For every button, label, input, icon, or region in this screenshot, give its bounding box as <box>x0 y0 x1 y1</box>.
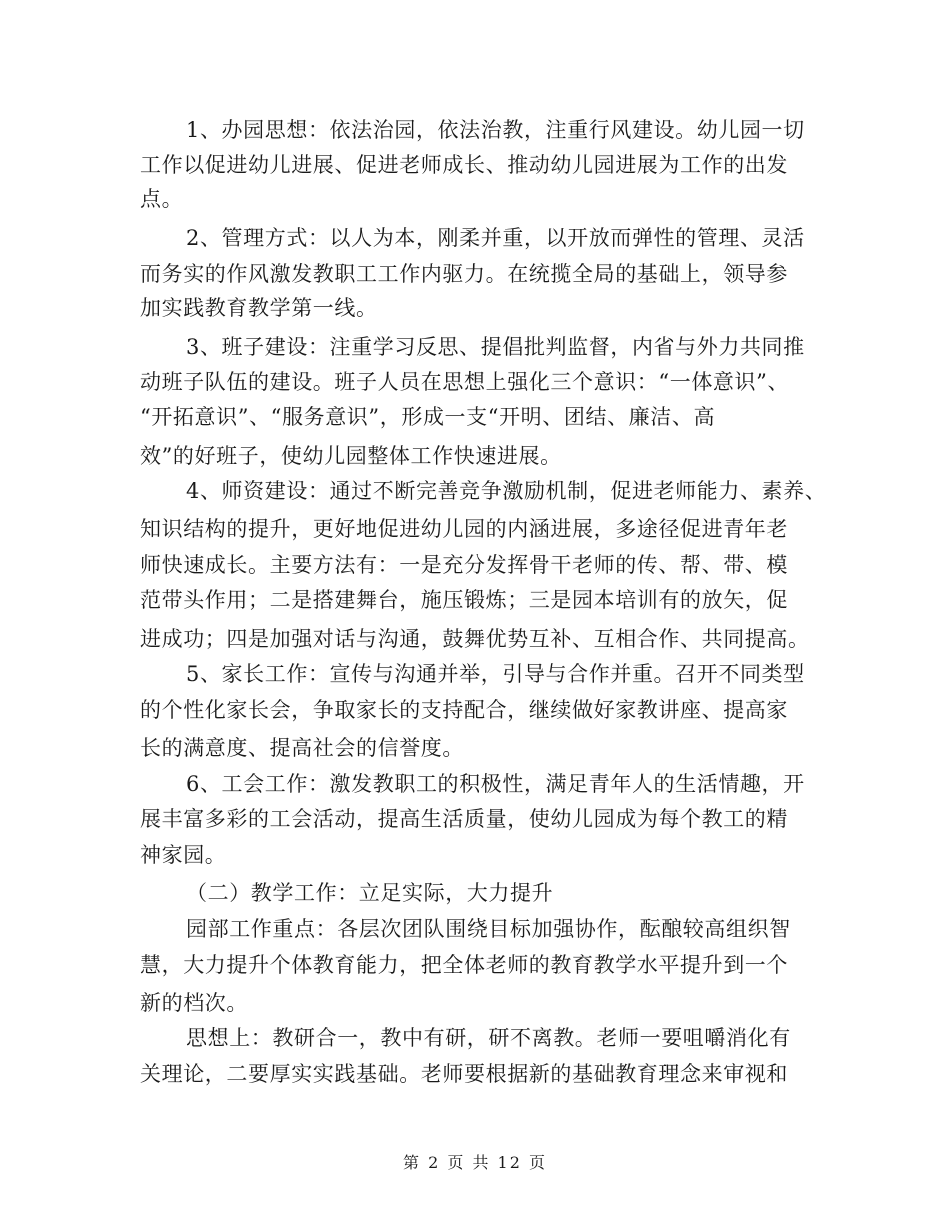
paragraph-line: 5、家长工作：宣传与沟通并举，引导与合作并重。召开不同类型 <box>186 662 805 686</box>
page-number-footer: 第 2 页 共 12 页 <box>403 1153 547 1172</box>
paragraph-line: 6、工会工作：激发教职工的积极性，满足青年人的生活情趣，开 <box>186 772 805 796</box>
paragraph-line: 2、管理方式：以人为本，刚柔并重，以开放而弹性的管理、灵活 <box>186 226 805 250</box>
paragraph-line: 神家园。 <box>140 843 227 867</box>
paragraph-line: 关理论，二要厚实实践基础。老师要根据新的基础教育理念来审视和 <box>140 1062 788 1086</box>
paragraph-line: 思想上：教研合一，教中有研，研不离教。老师一要咀嚼消化有 <box>186 1026 791 1050</box>
paragraph-line: “开拓意识”、“服务意识”，形成一支“开明、团结、廉洁、高 <box>140 405 716 429</box>
paragraph-line: 1、办园思想：依法治园，依法治教，注重行风建设。幼儿园一切 <box>186 118 805 142</box>
paragraph-line: 的个性化家长会，争取家长的支持配合，继续做好家教讲座、提高家 <box>140 698 788 722</box>
paragraph-line: 范带头作用；二是搭建舞台，施压锻炼；三是园本培训有的放矢，促 <box>140 588 788 612</box>
paragraph-line: 展丰富多彩的工会活动，提高生活质量，使幼儿园成为每个教工的精 <box>140 807 788 831</box>
paragraph-line: 效”的好班子，使幼儿园整体工作快速进展。 <box>140 444 562 468</box>
paragraph-line: 新的档次。 <box>140 991 248 1015</box>
paragraph-line: 慧，大力提升个体教育能力，把全体老师的教育教学水平提升到一个 <box>140 953 788 977</box>
paragraph-line: 师快速成长。主要方法有：一是充分发挥骨干老师的传、帮、带、模 <box>140 553 788 577</box>
paragraph-line: 点。 <box>140 187 184 211</box>
paragraph-line: 3、班子建设：注重学习反思、提倡批判监督，内省与外力共同推 <box>186 335 805 359</box>
paragraph-line: 进成功；四是加强对话与沟通，鼓舞优势互补、互相合作、共同提高。 <box>140 627 810 651</box>
paragraph-line: 加实践教育教学第一线。 <box>140 296 378 320</box>
paragraph-line: 而务实的作风激发教职工工作内驱力。在统揽全局的基础上，领导参 <box>140 262 788 286</box>
section-heading: （二）教学工作：立足实际，大力提升 <box>186 881 554 905</box>
paragraph-line: 知识结构的提升，更好地促进幼儿园的内涵进展，多途径促进青年老 <box>140 517 788 541</box>
paragraph-line: 工作以促进幼儿进展、促进老师成长、推动幼儿园进展为工作的出发 <box>140 153 788 177</box>
paragraph-line: 长的满意度、提高社会的信誉度。 <box>140 736 464 760</box>
paragraph-line: 动班子队伍的建设。班子人员在思想上强化三个意识：“一体意识”、 <box>140 370 790 394</box>
paragraph-line: 园部工作重点：各层次团队围绕目标加强协作，酝酿较高组织智 <box>186 917 791 941</box>
paragraph-line: 4、师资建设：通过不断完善竞争激励机制，促进老师能力、素养、 <box>186 479 827 503</box>
